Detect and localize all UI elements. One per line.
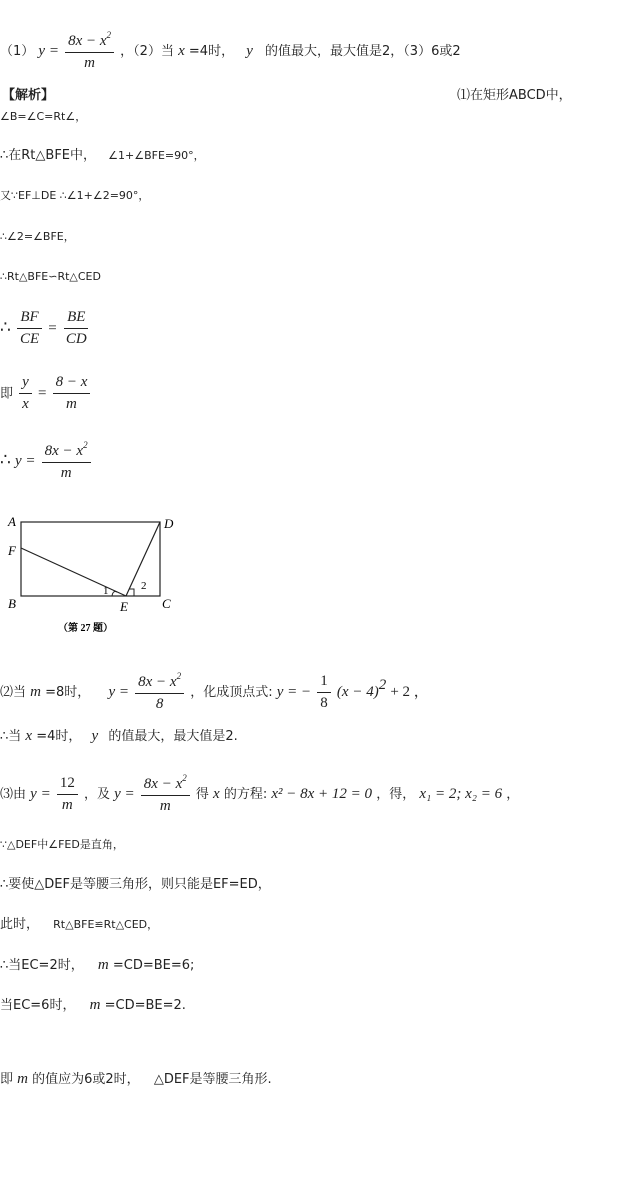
result-exponent: 2 xyxy=(83,440,88,450)
part3-equation-label: 的方程: xyxy=(223,786,268,802)
answer-formula-denominator: m xyxy=(84,55,95,72)
label-a: A xyxy=(8,514,16,529)
part2-conclusion-b: =4时， xyxy=(36,729,82,744)
part3-eq2-exponent: 2 xyxy=(182,773,187,783)
part2-var-m: m xyxy=(30,683,41,700)
answer-part2-label: ，（2）当 xyxy=(120,43,174,59)
analysis-line-perpendicular: 又∵EF⊥DE ∴∠1+∠2=90°， xyxy=(0,189,150,202)
part3-eq2-numerator: 8x − x xyxy=(143,776,183,792)
answer-formula-fraction xyxy=(65,30,114,73)
part3-case2-m: m xyxy=(89,997,101,1013)
part3-final xyxy=(0,1072,272,1087)
part3-case2-a: 当EC=6时， xyxy=(0,998,76,1013)
part2-vertex-denominator: 8 xyxy=(320,694,328,711)
part2-conclusion-a: ∴当 xyxy=(0,729,22,744)
part3-congruent-b: Rt△BFE≌Rt△CED， xyxy=(53,918,159,931)
part3-final-c: △DEF是等腰三角形. xyxy=(153,1072,272,1087)
part3-congruent-a: 此时， xyxy=(0,917,40,932)
answer-line xyxy=(0,30,461,73)
equation-substitution xyxy=(0,374,92,414)
analysis-intro: ⑴在矩形ABCD中， xyxy=(457,88,572,103)
equals-sign: = xyxy=(37,385,47,402)
part3-and: ，及 xyxy=(83,786,110,802)
ratio-numerator-2: BE xyxy=(64,309,88,329)
answer-var-y: y xyxy=(246,42,253,59)
part2-line1 xyxy=(0,671,429,714)
part2-func-lhs: y = xyxy=(108,683,129,700)
analysis-line-angles: ∠B=∠C=Rt∠， xyxy=(0,110,87,123)
answer-formula-lhs: y = xyxy=(38,42,59,59)
label-c: C xyxy=(162,596,171,611)
part3-case1-b: =CD=BE=6; xyxy=(112,958,195,973)
part3-eq1-denominator: m xyxy=(61,796,73,813)
label-f: F xyxy=(8,543,16,558)
part3-solutions: x₁ = 2; x₂ = 6 xyxy=(419,785,503,802)
label-e: E xyxy=(120,599,128,614)
part3-case2-b: =CD=BE=2. xyxy=(104,998,186,1013)
part3-var-x: x xyxy=(213,785,220,802)
rectangle-abcd xyxy=(21,522,160,596)
result-lhs: y = xyxy=(14,452,36,469)
part2-m-value: =8时， xyxy=(45,684,91,700)
part3-line1 xyxy=(0,773,519,816)
geometry-figure xyxy=(0,510,200,640)
part3-result-label: ，得， xyxy=(376,786,416,802)
label-angle-1: 1 xyxy=(103,585,109,597)
part3-case1 xyxy=(0,958,194,973)
part3-end-comma: ， xyxy=(506,786,520,802)
part3-final-b: 的值应为6或2时， xyxy=(32,1072,140,1087)
therefore-symbol: ∴ xyxy=(0,317,11,338)
segment-fe xyxy=(21,548,126,596)
subst-denominator-1: x xyxy=(22,396,29,413)
analysis-line-triangle-a: ∴在Rt△BFE中， xyxy=(0,148,97,163)
part3-eq2-denominator: m xyxy=(159,798,171,815)
angle-1-arc xyxy=(112,592,117,597)
part2-conclusion-x: x xyxy=(25,728,33,744)
figure-caption: （第 27 题） xyxy=(58,623,113,634)
part3-isosceles-condition: ∴要使△DEF是等腰三角形，则只能是EF=ED， xyxy=(0,877,271,892)
namely-prefix: 即 xyxy=(0,386,14,402)
analysis-line-angle-equal: ∴∠2=∠BFE， xyxy=(0,230,75,243)
part2-vertex-exponent: 2 xyxy=(378,676,387,693)
part2-vertex-lhs: y = − xyxy=(276,683,312,700)
part3-eq1-lhs: y = xyxy=(30,785,51,802)
part3-congruent xyxy=(0,918,158,931)
part2-vertex-numerator: 1 xyxy=(317,673,331,693)
label-angle-2: 2 xyxy=(141,580,147,592)
part3-final-a: 即 xyxy=(0,1072,14,1087)
part2-intro: ⑵当 xyxy=(0,684,27,700)
result-numerator: 8x − x xyxy=(44,443,84,459)
part2-line2 xyxy=(0,729,238,744)
equation-result xyxy=(0,440,93,483)
answer-var-x: x xyxy=(178,42,185,59)
analysis-label: 【解析】 xyxy=(2,88,55,103)
analysis-line-triangle xyxy=(0,149,205,162)
part2-vertex-tail: + 2 ， xyxy=(390,683,429,700)
equation-ratio xyxy=(0,309,92,349)
subst-numerator-1: y xyxy=(19,374,32,394)
analysis-line-similar: ∴Rt△BFE∽Rt△CED xyxy=(0,270,101,283)
ratio-denominator-1: CE xyxy=(19,331,40,348)
label-b: B xyxy=(8,596,16,611)
part3-quadratic: x² − 8x + 12 = 0 xyxy=(271,785,373,802)
label-d: D xyxy=(164,516,174,531)
part3-final-m: m xyxy=(17,1071,28,1087)
part3-case1-m: m xyxy=(97,957,109,973)
answer-formula-exponent: 2 xyxy=(106,30,112,40)
subst-denominator-2: m xyxy=(66,396,77,413)
part3-eq2-lhs: y = xyxy=(114,785,135,802)
analysis-line-triangle-b: ∠1+∠BFE=90°， xyxy=(108,149,205,162)
part2-vertex-square: (x − 4) xyxy=(336,683,379,700)
part2-conclusion-y: y xyxy=(91,728,99,744)
answer-part3-text: 的值最大，最大值是2，（3）6或2 xyxy=(265,43,461,59)
part2-conclusion-c: 的值最大，最大值是2. xyxy=(108,729,238,744)
part3-eq1-numerator: 12 xyxy=(57,775,78,795)
part3-intro: ⑶由 xyxy=(0,786,27,802)
part2-func-denominator: 8 xyxy=(155,696,164,713)
subst-numerator-2: 8 − x xyxy=(53,374,91,394)
part2-vertex-label: ，化成顶点式: xyxy=(190,684,273,700)
part3-case1-a: ∴当EC=2时， xyxy=(0,958,84,973)
answer-part2-value: =4时， xyxy=(188,43,235,59)
part2-func-exponent: 2 xyxy=(176,671,182,681)
ratio-numerator-1: BF xyxy=(17,309,41,329)
result-denominator: m xyxy=(60,465,72,482)
angle-2-arc xyxy=(129,589,134,596)
therefore-symbol: ∴ xyxy=(0,449,11,470)
part3-get: 得 xyxy=(195,786,209,802)
part3-right-angle: ∵△DEF中∠FED是直角， xyxy=(0,838,124,851)
answer-part1-label: （1） xyxy=(0,43,35,59)
ratio-denominator-2: CD xyxy=(65,331,87,348)
part3-case2 xyxy=(0,998,186,1013)
part2-func-numerator: 8x − x xyxy=(138,674,177,690)
answer-formula-numerator: 8x − x xyxy=(68,33,107,49)
equals-sign: = xyxy=(48,320,57,337)
